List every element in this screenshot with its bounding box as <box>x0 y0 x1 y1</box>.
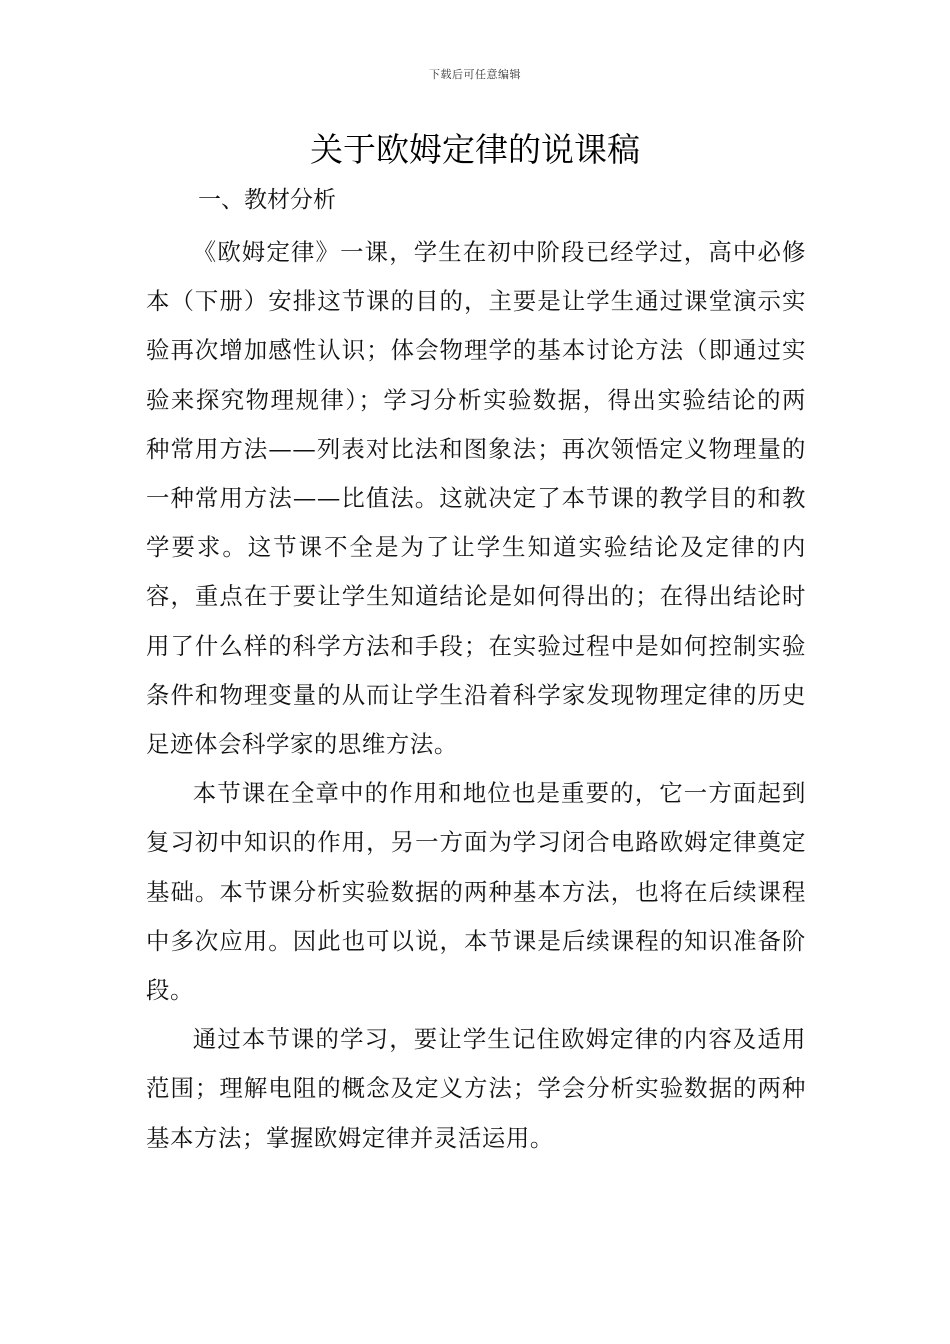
section-heading: 一、教材分析 <box>198 187 336 213</box>
page-header-note: 下载后可任意编辑 <box>429 68 521 81</box>
document-body <box>146 228 806 1163</box>
paragraph: 通过本节课的学习，要让学生记住欧姆定律的内容及适用范围；理解电阻的概念及定义方法；学会分析实验数据的两种基本方法；掌握欧姆定律并灵活运用。 <box>146 1025 806 1152</box>
document-title: 关于欧姆定律的说课稿 <box>310 130 640 169</box>
paragraph: 《欧姆定律》一课，学生在初中阶段已经学过，高中必修本（下册）安排这节课的目的，主要是让学生通过课堂演示实验再次增加感性认识；体会物理学的基本讨论方法（即通过实验来探究物理规律）；学习分析实验数据，得出实验结论的两种常用方法——列表对比法和图象法；再次领悟定义物理量的一种常用方法——比值法。这就决定了本节课的教学目的和教学要求。这节课不全是为了让学生知道实验结论及定律的内容，重点在于要让学生知道结论是如何得出的；在得出结论时用了什么样的科学方法和手段；在实验过程中是如何控制实验条件和物理变量的从而让学生沿着科学家发现物理定律的历史足迹体会科学家的思维方法。 <box>146 238 806 759</box>
paragraph: 本节课在全章中的作用和地位也是重要的，它一方面起到复习初中知识的作用，另一方面为学习闭合电路欧姆定律奠定基础。本节课分析实验数据的两种基本方法，也将在后续课程中多次应用。因此也可以说，本节课是后续课程的知识准备阶段。 <box>146 779 806 1005</box>
